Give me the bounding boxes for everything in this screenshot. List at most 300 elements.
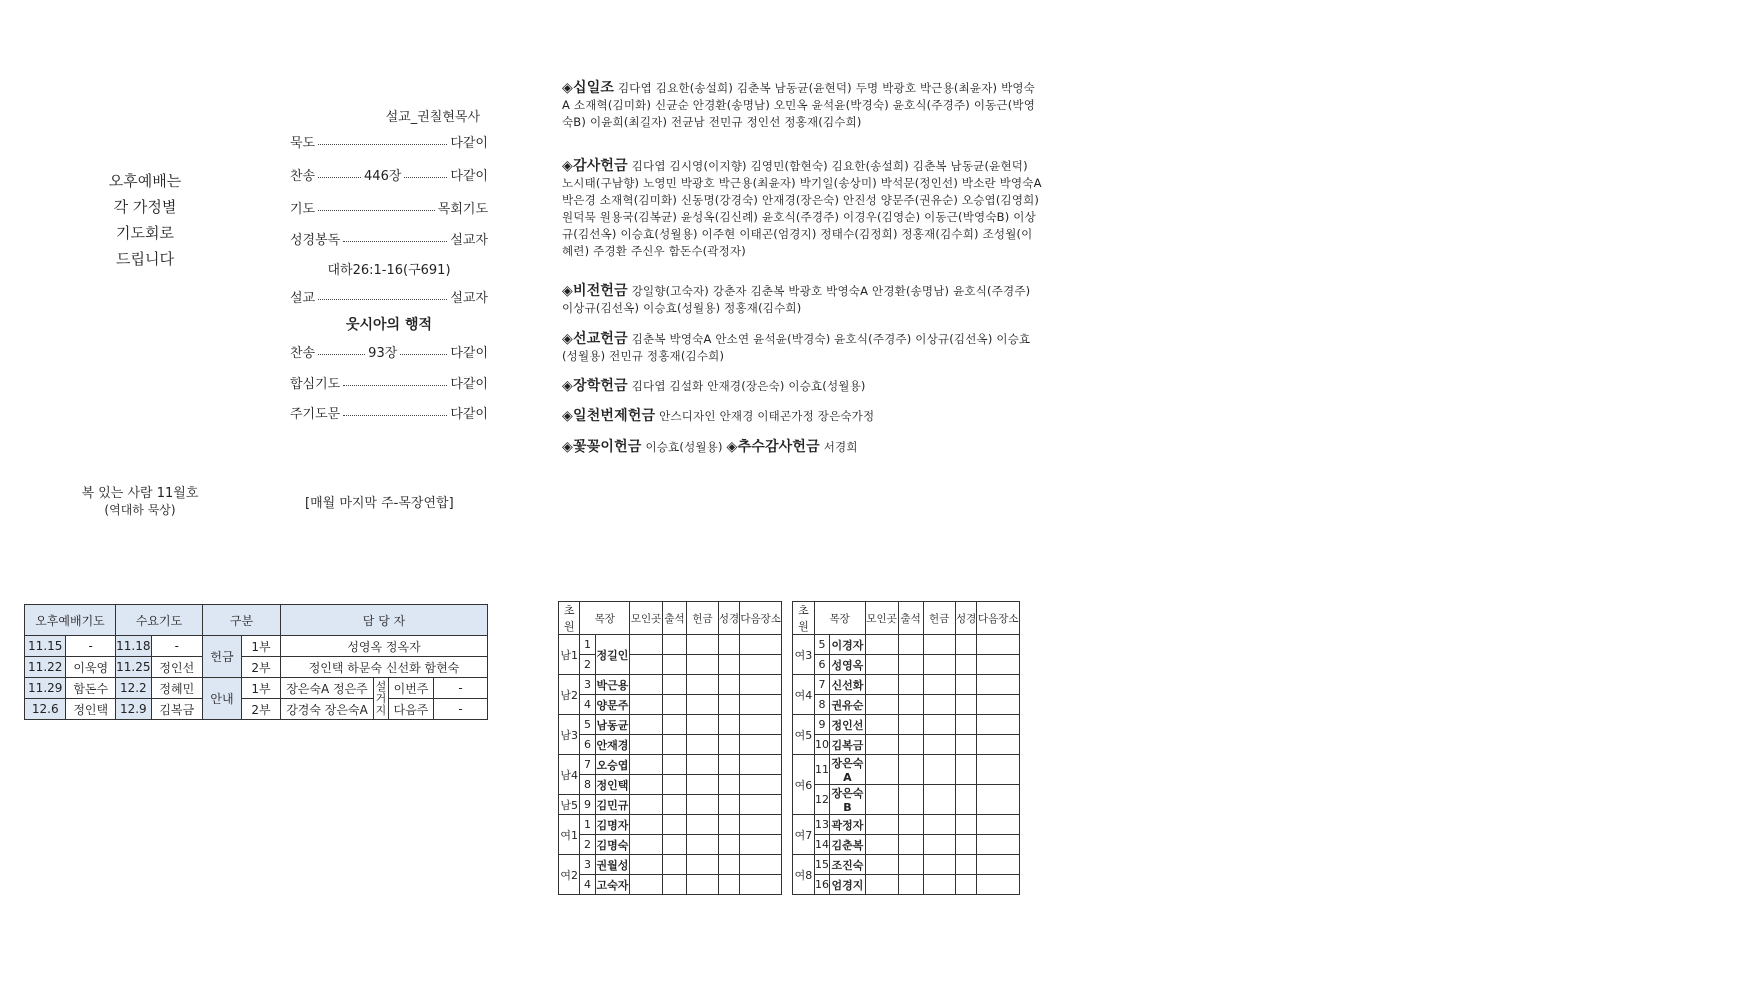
table-row	[559, 875, 782, 895]
attendance-cell	[630, 695, 663, 715]
column-header: 성경	[955, 602, 977, 635]
order-item	[290, 402, 488, 422]
attendance-cell	[718, 855, 739, 875]
attendance-cell	[630, 855, 663, 875]
table-row	[559, 835, 782, 855]
member-name: 곽정자	[830, 815, 865, 835]
table-row	[793, 675, 1020, 695]
attendance-cell	[898, 835, 923, 855]
attendance-cell	[687, 835, 719, 855]
group-cell: 여6	[793, 755, 815, 815]
column-header: 성경	[718, 602, 739, 635]
column-header: 오후예배기도	[25, 605, 116, 636]
attendance-cell	[955, 735, 977, 755]
attendance-cell	[865, 875, 898, 895]
attendance-cell	[955, 815, 977, 835]
attendance-cell	[865, 835, 898, 855]
attendance-table-left	[558, 601, 782, 895]
attendance-cell	[923, 755, 955, 785]
attendance-cell	[718, 675, 739, 695]
group-cell: 남3	[559, 715, 580, 755]
part-cell: 1부	[242, 678, 281, 699]
member-number: 4	[580, 875, 595, 895]
table-header-row	[793, 602, 1020, 635]
attendance-cell	[662, 875, 686, 895]
member-number: 9	[814, 715, 830, 735]
member-name: 권유순	[830, 695, 865, 715]
attendance-cell	[977, 715, 1020, 735]
column-header: 모인곳	[865, 602, 898, 635]
order-label: 찬송	[290, 345, 316, 361]
attendance-cell	[662, 635, 686, 655]
column-header: 목장	[580, 602, 630, 635]
table-row	[793, 855, 1020, 875]
date-cell: 11.15	[25, 636, 66, 657]
preacher-label: 설교_권칠현목사	[385, 110, 480, 125]
attendance-cell	[662, 855, 686, 875]
table-row	[559, 815, 782, 835]
date-cell: 12.9	[116, 699, 152, 720]
attendance-cell	[865, 735, 898, 755]
table-row	[25, 699, 488, 720]
member-number: 16	[814, 875, 830, 895]
column-header: 구분	[203, 605, 281, 636]
order-item	[290, 197, 488, 217]
newsletter-note	[60, 486, 220, 518]
attendance-cell	[865, 855, 898, 875]
attendance-cell	[977, 815, 1020, 835]
attendance-cell	[687, 815, 719, 835]
table-row	[25, 657, 488, 678]
column-header: 다음장소	[740, 602, 782, 635]
attendance-cell	[955, 635, 977, 655]
table-row	[559, 855, 782, 875]
attendance-cell	[740, 775, 782, 795]
offering-thousand	[562, 408, 1042, 425]
offering-heading: ◈선교헌금	[562, 331, 628, 347]
person-cell: 성영옥 정옥자	[281, 636, 488, 657]
hymn-number: 93장	[368, 345, 398, 361]
attendance-cell	[977, 675, 1020, 695]
week-label: 다음주	[389, 699, 434, 720]
attendance-cell	[687, 875, 719, 895]
attendance-cell	[898, 675, 923, 695]
attendance-cell	[718, 635, 739, 655]
attendance-cell	[740, 755, 782, 775]
member-number: 2	[580, 835, 595, 855]
group-cell: 설거지	[374, 678, 389, 720]
attendance-cell	[865, 815, 898, 835]
table-row	[559, 715, 782, 735]
part-cell: 1부	[242, 636, 281, 657]
attendance-cell	[955, 695, 977, 715]
attendance-cell	[898, 695, 923, 715]
attendance-cell	[662, 715, 686, 735]
offering-mission	[562, 331, 1042, 365]
attendance-cell	[923, 735, 955, 755]
attendance-cell	[865, 675, 898, 695]
offering-names: 이승효(성월용)	[645, 440, 723, 454]
table-row	[25, 678, 488, 699]
attendance-cell	[718, 775, 739, 795]
group-cell: 여3	[793, 635, 815, 675]
group-cell: 여1	[559, 815, 580, 855]
table-header-row	[559, 602, 782, 635]
attendance-cell	[630, 795, 663, 815]
attendance-cell	[923, 695, 955, 715]
member-name: 정길인	[595, 635, 630, 675]
attendance-cell	[718, 795, 739, 815]
member-name: 박근용	[595, 675, 630, 695]
attendance-cell	[630, 735, 663, 755]
attendance-cell	[955, 835, 977, 855]
name-cell: 정인택	[66, 699, 116, 720]
attendance-cell	[955, 875, 977, 895]
offering-names: 김다엽 김요한(송설희) 김춘복 남동균(윤현덕) 두명 박광호 박근용(최윤자) 박영숙A 소재혁(김미화) 신균순 안경환(송명남) 오민옥 윤석윤(박경숙) 윤호식(주경주) 이동근(박영숙B) 이윤희(최길자) 전균남 전민규 정인선 정홍재(김수희)	[562, 81, 1036, 129]
hymn-number: 446장	[364, 168, 402, 184]
date-cell: 11.22	[25, 657, 66, 678]
date-cell: 12.2	[116, 678, 152, 699]
attendance-cell	[898, 735, 923, 755]
column-header: 수요기도	[116, 605, 203, 636]
order-label: 성경봉독	[290, 232, 341, 248]
attendance-cell	[865, 655, 898, 675]
offering-vision	[562, 283, 1042, 317]
attendance-cell	[687, 775, 719, 795]
member-name: 장은숙A	[830, 755, 865, 785]
attendance-cell	[977, 855, 1020, 875]
member-number: 10	[814, 735, 830, 755]
order-leader: 다같이	[450, 135, 488, 151]
member-name: 김복금	[830, 735, 865, 755]
date-cell: 11.25	[116, 657, 152, 678]
attendance-cell	[718, 755, 739, 775]
offering-tithe	[562, 80, 1042, 131]
attendance-cell	[898, 755, 923, 785]
attendance-cell	[977, 635, 1020, 655]
attendance-cell	[687, 795, 719, 815]
notice-line: 오후예배는	[108, 172, 182, 190]
monthly-note: [매월 마지막 주-목장연합]	[305, 496, 454, 511]
attendance-cell	[630, 675, 663, 695]
group-cell: 여2	[559, 855, 580, 895]
offering-scholarship	[562, 378, 1042, 395]
week-value: -	[434, 699, 488, 720]
offering-names: 김춘복 박영숙A 안소연 윤석윤(박경숙) 윤호식(주경주) 이상규(김선옥) 이승효(성월용) 전민규 정홍재(김수희)	[562, 332, 1031, 363]
column-header: 헌금	[923, 602, 955, 635]
order-leader: 다같이	[450, 406, 488, 422]
group-cell: 여8	[793, 855, 815, 895]
attendance-cell	[898, 855, 923, 875]
column-header: 초원	[793, 602, 815, 635]
offering-thanks	[562, 158, 1042, 260]
column-header: 다음장소	[977, 602, 1020, 635]
group-cell: 남1	[559, 635, 580, 675]
attendance-cell	[662, 675, 686, 695]
name-cell: 정인선	[151, 657, 202, 678]
name-cell: 함돈수	[66, 678, 116, 699]
offering-names: 안스디자인 안재경 이태곤가정 장은숙가정	[659, 409, 875, 423]
attendance-cell	[955, 675, 977, 695]
member-name: 엄경지	[830, 875, 865, 895]
column-header: 출석	[662, 602, 686, 635]
offering-names: 강일향(고숙자) 강춘자 김춘복 박광호 박영숙A 안경환(송명남) 윤호식(주경주) 이상규(김선옥) 이승효(성월용) 정홍재(김수희)	[562, 284, 1031, 315]
scripture-reference: 대하26:1-16(구691)	[327, 263, 451, 278]
member-name: 김명숙	[595, 835, 630, 855]
table-row	[559, 655, 782, 675]
attendance-cell	[977, 735, 1020, 755]
offering-heading: ◈비전헌금	[562, 283, 628, 299]
offering-heading: ◈십일조	[562, 80, 615, 96]
attendance-cell	[740, 635, 782, 655]
member-number: 8	[814, 695, 830, 715]
column-header: 모인곳	[630, 602, 663, 635]
attendance-cell	[955, 785, 977, 815]
person-cell: 강경숙 장은숙A	[281, 699, 374, 720]
member-name: 조진숙	[830, 855, 865, 875]
attendance-cell	[898, 875, 923, 895]
notice-line: 각 가정별	[113, 198, 177, 216]
order-item	[290, 164, 488, 184]
name-cell: -	[151, 636, 202, 657]
attendance-cell	[923, 715, 955, 735]
member-number: 12	[814, 785, 830, 815]
member-number: 1	[580, 635, 595, 655]
attendance-cell	[630, 815, 663, 835]
attendance-cell	[865, 715, 898, 735]
table-row	[25, 636, 488, 657]
attendance-cell	[955, 755, 977, 785]
member-number: 1	[580, 815, 595, 835]
offering-names: 김다엽 김설화 안재경(장은숙) 이승효(성월용)	[631, 379, 866, 393]
attendance-cell	[662, 695, 686, 715]
member-name: 안재경	[595, 735, 630, 755]
attendance-cell	[898, 785, 923, 815]
attendance-cell	[977, 755, 1020, 785]
column-header: 담 당 자	[281, 605, 488, 636]
member-number: 9	[580, 795, 595, 815]
member-number: 14	[814, 835, 830, 855]
attendance-cell	[718, 815, 739, 835]
attendance-cell	[662, 655, 686, 675]
order-label: 주기도문	[290, 406, 341, 422]
table-row	[793, 835, 1020, 855]
attendance-cell	[898, 815, 923, 835]
attendance-cell	[898, 655, 923, 675]
member-name: 이경자	[830, 635, 865, 655]
member-name: 성영옥	[830, 655, 865, 675]
member-number: 15	[814, 855, 830, 875]
order-label: 묵도	[290, 135, 316, 151]
person-cell: 장은숙A 정은주	[281, 678, 374, 699]
member-name: 양문주	[595, 695, 630, 715]
date-cell: 12.6	[25, 699, 66, 720]
notice-line: 드립니다	[116, 250, 174, 268]
part-cell: 2부	[242, 699, 281, 720]
member-name: 김춘복	[830, 835, 865, 855]
table-header-row	[25, 605, 488, 636]
member-number: 7	[814, 675, 830, 695]
offering-heading: ◈장학헌금	[562, 378, 628, 394]
attendance-cell	[718, 835, 739, 855]
attendance-cell	[718, 715, 739, 735]
attendance-cell	[630, 775, 663, 795]
newsletter-title: 복 있는 사람 11월호	[81, 486, 199, 501]
attendance-cell	[923, 635, 955, 655]
attendance-cell	[923, 875, 955, 895]
attendance-cell	[865, 785, 898, 815]
offering-heading: ◈꽃꽂이헌금	[562, 439, 642, 455]
order-leader: 설교자	[450, 290, 488, 306]
attendance-cell	[662, 835, 686, 855]
part-cell: 2부	[242, 657, 281, 678]
attendance-cell	[898, 635, 923, 655]
attendance-cell	[977, 875, 1020, 895]
order-label: 찬송	[290, 168, 316, 184]
order-label: 기도	[290, 201, 316, 217]
offering-heading: ◈추수감사헌금	[726, 439, 820, 455]
name-cell: 정혜민	[151, 678, 202, 699]
duty-table	[24, 604, 488, 720]
attendance-cell	[687, 755, 719, 775]
attendance-cell	[955, 715, 977, 735]
member-number: 6	[580, 735, 595, 755]
attendance-cell	[740, 835, 782, 855]
order-label: 합심기도	[290, 376, 341, 392]
attendance-table-right	[792, 601, 1020, 895]
table-row	[559, 675, 782, 695]
name-cell: -	[66, 636, 116, 657]
date-cell: 11.29	[25, 678, 66, 699]
attendance-cell	[687, 715, 719, 735]
member-name: 김명자	[595, 815, 630, 835]
table-row	[559, 635, 782, 655]
attendance-cell	[687, 655, 719, 675]
attendance-cell	[630, 715, 663, 735]
order-leader: 다같이	[450, 345, 489, 361]
attendance-cell	[740, 655, 782, 675]
attendance-cell	[977, 835, 1020, 855]
attendance-cell	[740, 715, 782, 735]
attendance-cell	[923, 855, 955, 875]
member-number: 4	[580, 695, 595, 715]
member-name: 남동균	[595, 715, 630, 735]
table-row	[793, 695, 1020, 715]
table-row	[793, 785, 1020, 815]
attendance-cell	[740, 795, 782, 815]
table-row	[559, 755, 782, 775]
table-row	[793, 635, 1020, 655]
table-row	[793, 875, 1020, 895]
offering-heading: ◈일천번제헌금	[562, 408, 656, 424]
group-cell: 남2	[559, 675, 580, 715]
order-item	[290, 286, 488, 306]
attendance-cell	[718, 735, 739, 755]
attendance-cell	[923, 815, 955, 835]
date-cell: 11.18	[116, 636, 152, 657]
attendance-cell	[740, 735, 782, 755]
group-cell: 남4	[559, 755, 580, 795]
group-cell: 여4	[793, 675, 815, 715]
member-name: 신선화	[830, 675, 865, 695]
attendance-cell	[630, 875, 663, 895]
table-row	[559, 735, 782, 755]
attendance-cell	[687, 675, 719, 695]
offering-heading: ◈감사헌금	[562, 158, 628, 174]
order-item	[290, 341, 488, 361]
member-name: 장은숙B	[830, 785, 865, 815]
attendance-cell	[687, 855, 719, 875]
member-number: 6	[814, 655, 830, 675]
member-number: 5	[814, 635, 830, 655]
member-name: 정인선	[830, 715, 865, 735]
order-leader: 설교자	[450, 232, 488, 248]
column-header: 초원	[559, 602, 580, 635]
group-cell: 헌금	[203, 636, 242, 678]
afternoon-service-notice	[80, 168, 210, 272]
table-row	[793, 715, 1020, 735]
attendance-cell	[865, 635, 898, 655]
column-header: 출석	[898, 602, 923, 635]
attendance-cell	[955, 655, 977, 675]
attendance-cell	[740, 695, 782, 715]
member-number: 13	[814, 815, 830, 835]
attendance-cell	[687, 695, 719, 715]
name-cell: 김복금	[151, 699, 202, 720]
attendance-cell	[923, 835, 955, 855]
attendance-cell	[865, 755, 898, 785]
attendance-cell	[718, 695, 739, 715]
group-cell: 여7	[793, 815, 815, 855]
attendance-cell	[630, 655, 663, 675]
table-row	[793, 815, 1020, 835]
attendance-cell	[923, 675, 955, 695]
attendance-cell	[662, 815, 686, 835]
table-row	[559, 695, 782, 715]
sermon-title: 웃시아의 행적	[345, 317, 433, 333]
member-number: 8	[580, 775, 595, 795]
order-item	[290, 131, 488, 151]
name-cell: 이욱영	[66, 657, 116, 678]
member-name: 정인택	[595, 775, 630, 795]
column-header: 헌금	[687, 602, 719, 635]
order-item	[290, 372, 488, 392]
attendance-cell	[718, 655, 739, 675]
attendance-cell	[955, 855, 977, 875]
table-row	[793, 655, 1020, 675]
offering-names: 김다엽 김시영(이지향) 김영민(함현숙) 김요한(송설희) 김춘복 남동균(윤현덕) 노시태(구남향) 노영민 박광호 박근용(최윤자) 박기일(송상미) 박석문(정인선) 박소란 박영숙A 박은경 소재혁(김미화) 신동명(강경숙) 안재경(장은숙) 안진성 양문주(권유순) 오승엽(김영희) 원덕묵 원용국(김복균) 윤성옥(김신례) 윤호식(주경주) 이경우(김영순) 이동근(박영숙B) 이상규(김선옥) 이승효(성월용) 이주현 이태곤(엄경지) 정태수(김정희) 정홍재(김수희) 조성월(이혜련) 주경환 주신우 함돈수(곽정자)	[562, 159, 1042, 258]
attendance-cell	[977, 785, 1020, 815]
attendance-cell	[923, 655, 955, 675]
member-name: 김민규	[595, 795, 630, 815]
member-name: 오승엽	[595, 755, 630, 775]
offering-flower-harvest	[562, 439, 1042, 456]
attendance-cell	[662, 735, 686, 755]
member-number: 3	[580, 855, 595, 875]
notice-line: 기도회로	[116, 224, 174, 242]
newsletter-subtitle: (역대하 묵상)	[104, 503, 176, 517]
member-name: 고숙자	[595, 875, 630, 895]
attendance-cell	[662, 755, 686, 775]
attendance-cell	[923, 785, 955, 815]
attendance-cell	[977, 695, 1020, 715]
table-row	[559, 795, 782, 815]
attendance-cell	[898, 715, 923, 735]
week-label: 이번주	[389, 678, 434, 699]
person-cell: 정인택 하문숙 신선화 함현숙	[281, 657, 488, 678]
attendance-cell	[718, 875, 739, 895]
member-number: 11	[814, 755, 830, 785]
